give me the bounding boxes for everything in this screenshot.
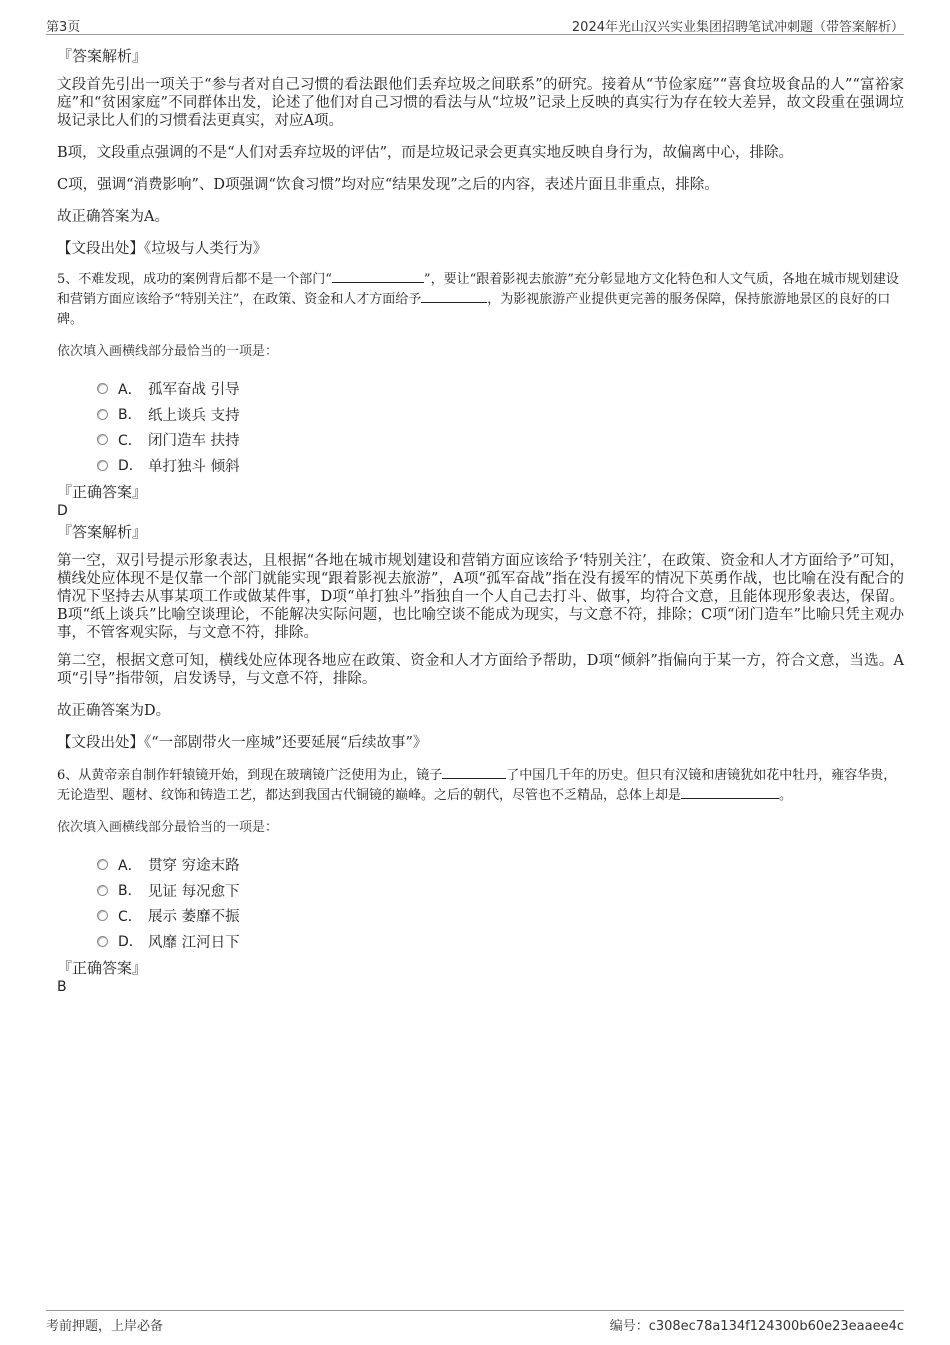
radio-icon[interactable] xyxy=(97,885,108,896)
question-6-text: 6、从黄帝亲自制作轩辕镜开始，到现在玻璃镜广泛使用为止，镜子 了中国几千年的历史。但只有汉镜和唐镜犹如花中牡丹，雍容华贵，无论造型、题材、纹饰和铸造工艺，都达到我国古代铜镜的巅峰。之后的朝代，尽管也不乏精品，总体上却是 。 xyxy=(57,768,897,803)
question-6-options xyxy=(97,852,904,954)
fill-blank xyxy=(442,766,506,779)
fill-blank xyxy=(421,290,487,303)
radio-icon[interactable] xyxy=(97,409,108,420)
radio-icon[interactable] xyxy=(97,460,108,471)
analysis-paragraph: 文段首先引出一项关于“参与者对自己习惯的看法跟他们丢弃垃圾之间联系”的研究。接着从“节俭家庭”“喜食垃圾食品的人”“富裕家庭”和“贫困家庭”不同群体出发，论述了他们对自己习惯的看法与从“垃圾”记录上反映的真实行为存在较大差异，故文段重在强调垃圾记录比人们的习惯看法更真实，对应A项。 xyxy=(57,77,904,129)
passage-source: 【文段出处】《垃圾与人类行为》 xyxy=(57,241,268,257)
radio-icon[interactable] xyxy=(97,383,108,394)
option-d[interactable]: D． 单打独斗 倾斜 xyxy=(97,453,904,479)
option-a[interactable]: A． 孤军奋战 引导 xyxy=(97,376,904,402)
question-5-text: 5、不难发现，成功的案例背后都不是一个部门“ ”，要让“跟着影视去旅游”充分彰显地方文化特色和人文气质，各地在城市规划建设和营销方面应该给予“特别关注”，在政策、资金和人才方面给予 ，为影视旅游产业提供更完善的服务保障，保持旅游地景区的良好的口碑。 xyxy=(57,272,899,327)
fill-blank xyxy=(332,270,424,283)
page-header xyxy=(46,14,904,35)
option-d[interactable]: D． 风靡 江河日下 xyxy=(97,929,904,955)
correct-answer-statement: 故正确答案为D。 xyxy=(57,703,171,719)
document-body xyxy=(57,44,904,996)
option-a[interactable]: A． 贯穿 穷途末路 xyxy=(97,852,904,878)
radio-icon[interactable] xyxy=(97,936,108,947)
option-c[interactable]: C． 闭门造车 扶持 xyxy=(97,427,904,453)
option-b[interactable]: B． 见证 每况愈下 xyxy=(97,878,904,904)
correct-answer-statement: 故正确答案为A。 xyxy=(57,209,169,225)
option-b[interactable]: B． 纸上谈兵 支持 xyxy=(97,402,904,428)
radio-icon[interactable] xyxy=(97,434,108,445)
correct-answer-label: 『正确答案』 xyxy=(57,483,148,501)
fill-blank xyxy=(681,786,779,799)
radio-icon[interactable] xyxy=(97,910,108,921)
answer-analysis-label: 『答案解析』 xyxy=(57,523,148,541)
analysis-paragraph: 第二空，根据文意可知，横线处应体现各地应在政策、资金和人才方面给予帮助，D项“倾斜”指偏向于某一方，符合文意，当选。A项“引导”指带领，启发诱导，与文意不符，排除。 xyxy=(57,653,904,687)
option-c[interactable]: C． 展示 萎靡不振 xyxy=(97,903,904,929)
question-prompt: 依次填入画横线部分最恰当的一项是： xyxy=(57,344,279,359)
correct-answer: D xyxy=(57,503,68,519)
page-footer xyxy=(46,1310,904,1335)
answer-analysis-label: 『答案解析』 xyxy=(57,47,148,65)
document-code: 编号：c308ec78a134f124300b60e23eaaee4c xyxy=(609,1319,904,1334)
radio-icon[interactable] xyxy=(97,859,108,870)
correct-answer-label: 『正确答案』 xyxy=(57,959,148,977)
correct-answer: B xyxy=(57,979,67,995)
analysis-paragraph: B项，文段重点强调的不是“人们对丢弃垃圾的评估”，而是垃圾记录会更真实地反映自身行为，故偏离中心，排除。 xyxy=(57,145,793,161)
analysis-paragraph: C项，强调“消费影响”、D项强调“饮食习惯”均对应“结果发现”之后的内容，表述片面且非重点，排除。 xyxy=(57,177,719,193)
question-5-options xyxy=(97,376,904,478)
page-number: 第3页 xyxy=(46,20,81,35)
document-title: 2024年光山汉兴实业集团招聘笔试冲刺题（带答案解析） xyxy=(571,20,904,35)
question-prompt: 依次填入画横线部分最恰当的一项是： xyxy=(57,820,279,835)
passage-source: 【文段出处】《“一部剧带火一座城”还要延展“后续故事”》 xyxy=(57,735,428,751)
analysis-paragraph: 第一空，双引号提示形象表达，且根据“各地在城市规划建设和营销方面应该给予‘特别关注’，在政策、资金和人才方面给予”可知，横线处应体现不是仅靠一个部门就能实现“跟着影视去旅游”，A项“孤军奋战”指在没有援军的情况下英勇作战，也比喻在没有配合的情况下坚持去从事某项工作或做某件事，D项“单打独斗”指独自一个人自己去打斗、做事，均符合文意，且能体现形象表达，保留。B项“纸上谈兵”比喻空谈理论，不能解决实际问题，也比喻空谈不能成为现实，与文意不符，排除；C项“闭门造车”比喻只凭主观办事，不管客观实际，与文意不符，排除。 xyxy=(57,553,904,641)
footer-slogan: 考前押题，上岸必备 xyxy=(46,1319,164,1334)
